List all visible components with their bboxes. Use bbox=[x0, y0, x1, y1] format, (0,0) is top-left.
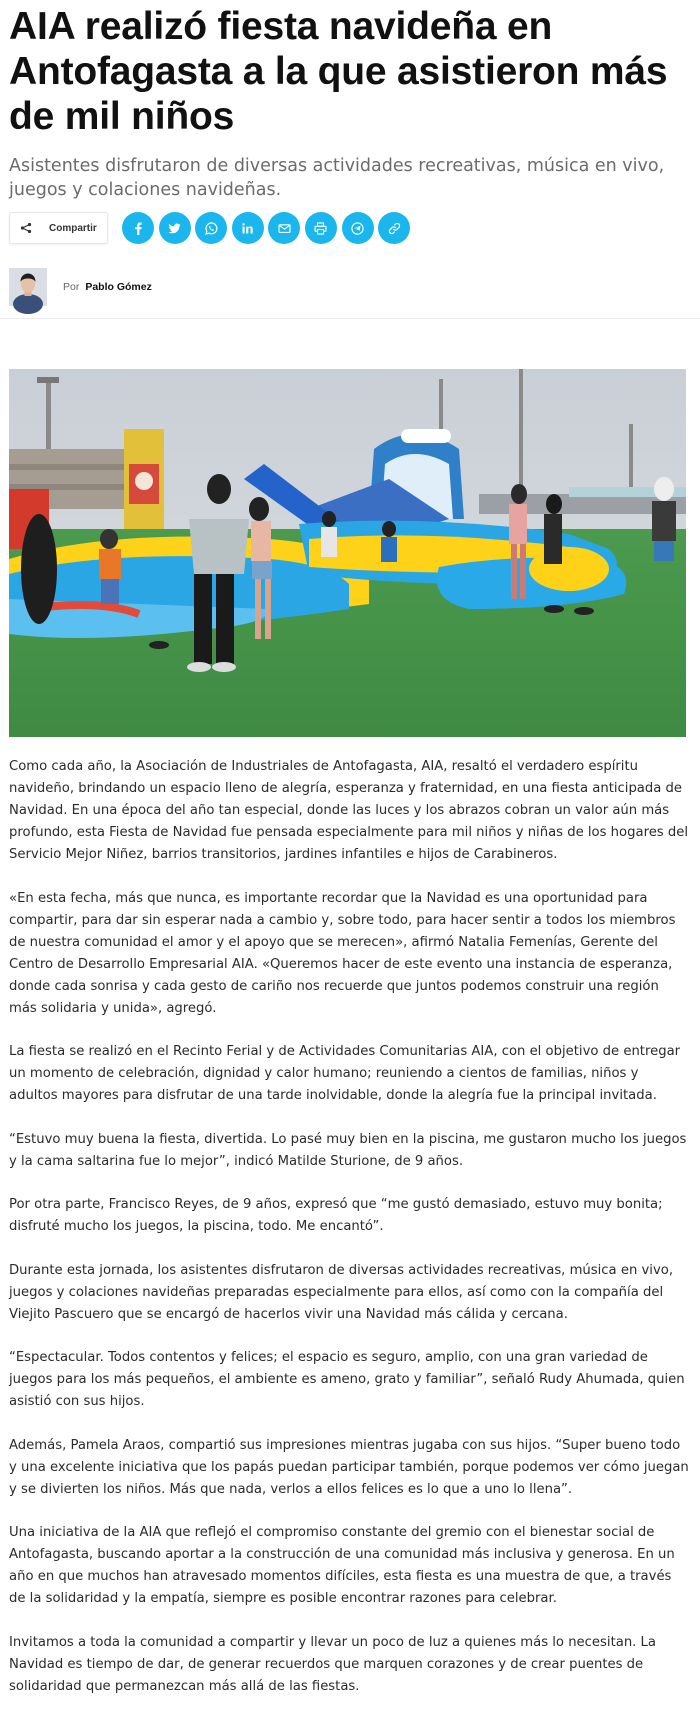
twitter-share-button[interactable] bbox=[159, 212, 191, 244]
share-icon bbox=[20, 222, 32, 234]
telegram-icon bbox=[351, 222, 364, 235]
share-bar bbox=[9, 212, 415, 244]
paragraph: Además, Pamela Araos, compartió sus impresiones mientras jugaba con sus hijos. “Super bueno todo y una excelente iniciativa que los papás puedan participar también, porque podemos ver cómo juegan y se divierten los niños. Más que nada, verlos a ellos felices es lo que a uno lo llena”. bbox=[9, 1437, 689, 1497]
email-share-button[interactable] bbox=[268, 212, 300, 244]
paragraph: Durante esta jornada, los asistentes disfrutaron de diversas actividades recreativas, música en vivo, juegos y colaciones navideñas preparadas especialmente para ellos, así como con la compañía del Viejito Pascuero que se encargó de hacerlos vivir una Navidad más cálida y cercana. bbox=[9, 1262, 674, 1322]
avatar-image bbox=[9, 268, 47, 306]
author-name[interactable]: Pablo Gómez bbox=[85, 281, 152, 293]
paragraph: «En esta fecha, más que nunca, es importante recordar que la Navidad es una oportunidad para compartir, para dar sin esperar nada a cambio y, sobre todo, para hacer sentir a todos los miembros de nuestra comunidad el amor y el apoyo que se merecen», afirmó Natalia Femenías, Gerente del Centro de Desarrollo Empresarial AIA. «Queremos hacer de este evento una instancia de esperanza, donde cada sonrisa y cada gesto de cariño nos recuerde que juntos podemos construir una región más solidaria y unida», agregó. bbox=[9, 890, 676, 1016]
article-subtitle: Asistentes disfrutaron de diversas actividades recreativas, música en vivo, juegos y colaciones navideñas. bbox=[9, 156, 665, 200]
inflatable-park-image bbox=[9, 369, 686, 737]
linkedin-icon bbox=[241, 222, 254, 235]
author-prefix: Por bbox=[63, 281, 80, 293]
paragraph: “Estuvo muy buena la fiesta, divertida. Lo pasé muy bien en la piscina, me gustaron mucho los juegos y la cama saltarina fue lo mejor”, indicó Matilde Sturione, de 9 años. bbox=[9, 1131, 687, 1169]
share-label: Compartir bbox=[49, 222, 97, 234]
paragraph: Como cada año, la Asociación de Industriales de Antofagasta, AIA, resaltó el verdadero espíritu navideño, brindando un espacio lleno de alegría, esperanza y fraternidad, en una fiesta anticipada de Navidad. En una época del año tan especial, donde las luces y los abrazos cobran un valor aún más profundo, esta Fiesta de Navidad fue pensada especialmente para mil niños y niñas de los hogares del Servicio Mejor Niñez, barrios transitorios, jardines infantiles e hijos de Carabineros. bbox=[9, 759, 689, 862]
social-buttons bbox=[122, 212, 415, 244]
print-share-button[interactable] bbox=[305, 212, 337, 244]
linkedin-share-button[interactable] bbox=[232, 212, 264, 244]
article-body bbox=[9, 756, 689, 1719]
facebook-icon bbox=[132, 222, 145, 235]
paragraph: Por otra parte, Francisco Reyes, de 9 años, expresó que “me gustó demasiado, estuvo muy bonita; disfruté mucho los juegos, la piscina, todo. Me encantó”. bbox=[9, 1197, 663, 1234]
facebook-share-button[interactable] bbox=[122, 212, 154, 244]
whatsapp-icon bbox=[205, 222, 218, 235]
email-icon bbox=[278, 222, 291, 235]
print-icon bbox=[314, 222, 327, 235]
paragraph: Una iniciativa de la AIA que reflejó el compromiso constante del gremio con el bienestar social de Antofagasta, buscando aportar a la construcción de una comunidad más inclusiva y generosa. En un año en que muchos han atravesado momentos difíciles, esta fiesta es una muestra de que, a través de la solidaridad y la empatía, siempre es posible encontrar razones para celebrar. bbox=[9, 1525, 675, 1606]
telegram-share-button[interactable] bbox=[342, 212, 374, 244]
header-divider bbox=[0, 318, 700, 319]
author-avatar[interactable] bbox=[9, 268, 47, 306]
article-featured-image[interactable] bbox=[9, 369, 686, 737]
paragraph: Invitamos a toda la comunidad a compartir y llevar un poco de luz a quienes más lo necesitan. La Navidad es tiempo de dar, de generar recuerdos que marquen corazones y de crear puentes de solidaridad que permanezcan más allá de las fiestas. bbox=[9, 1634, 656, 1694]
link-icon bbox=[388, 222, 401, 235]
whatsapp-share-button[interactable] bbox=[195, 212, 227, 244]
author-byline bbox=[9, 268, 152, 306]
article-title: AIA realizó fiesta navideña en Antofagasta a la que asistieron más de mil niños bbox=[9, 5, 668, 138]
paragraph: La fiesta se realizó en el Recinto Ferial y de Actividades Comunitarias AIA, con el objetivo de entregar un momento de celebración, dignidad y calor humano; reuniendo a cientos de familias, niños y adultos mayores para disfrutar de una tarde inolvidable, donde la alegría fue la principal invitada. bbox=[9, 1044, 681, 1103]
paragraph: “Espectacular. Todos contentos y felices; el espacio es seguro, amplio, con una gran variedad de juegos para los más pequeños, el ambiente es ameno, grato y familiar”, señaló Rudy Ahumada, quien asistió con sus hijos. bbox=[9, 1350, 685, 1409]
twitter-icon bbox=[168, 222, 181, 235]
share-button[interactable] bbox=[9, 212, 108, 244]
copy-link-button[interactable] bbox=[378, 212, 410, 244]
